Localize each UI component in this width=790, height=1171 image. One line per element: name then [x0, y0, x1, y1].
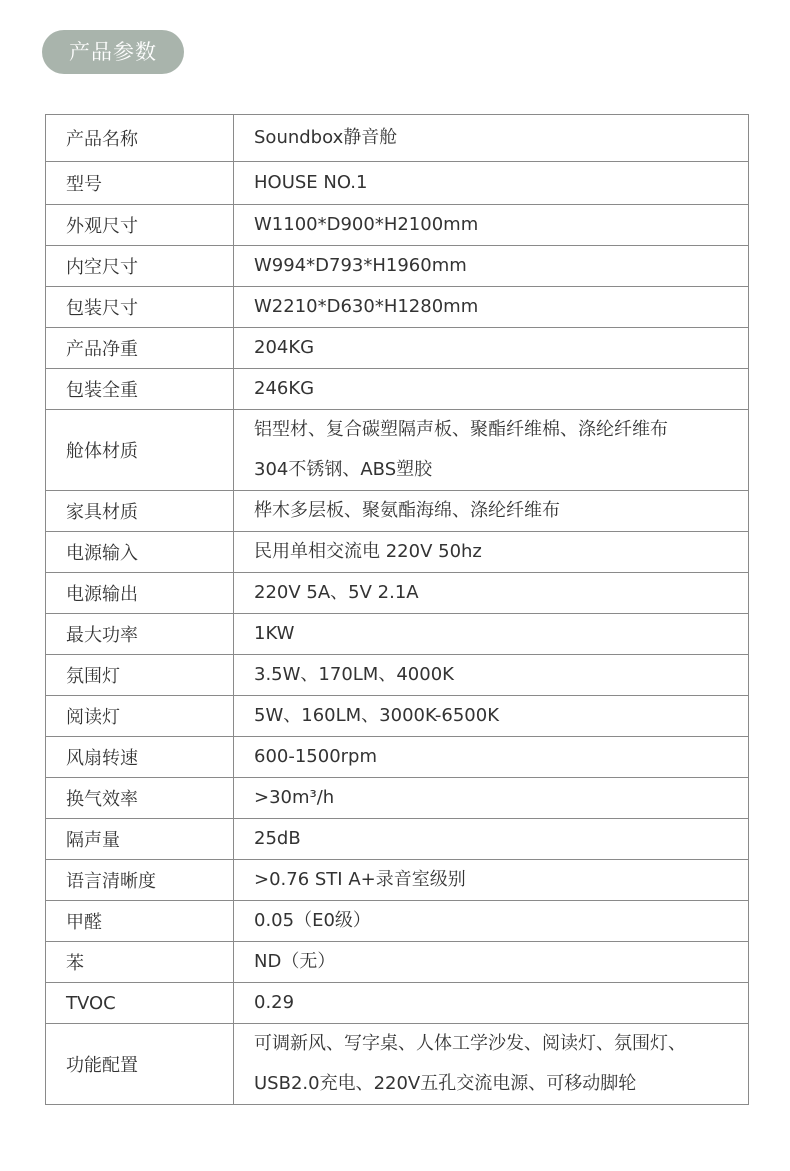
- spec-value-line: 可调新风、写字桌、人体工学沙发、阅读灯、氛围灯、: [254, 1033, 686, 1054]
- spec-value-line: 0.29: [254, 992, 295, 1013]
- spec-value: [234, 614, 749, 655]
- spec-value-line: 600-1500rpm: [254, 746, 378, 767]
- spec-label: 风扇转速: [46, 737, 234, 778]
- spec-row: [46, 532, 749, 573]
- spec-label: 氛围灯: [46, 655, 234, 696]
- spec-row: [46, 328, 749, 369]
- spec-row: [46, 246, 749, 287]
- spec-table-body: [46, 115, 749, 1105]
- spec-row: [46, 410, 749, 491]
- spec-label: 外观尺寸: [46, 205, 234, 246]
- spec-row: [46, 115, 749, 162]
- spec-label: 电源输出: [46, 573, 234, 614]
- spec-row: [46, 983, 749, 1024]
- spec-row: [46, 1024, 749, 1105]
- spec-label: 产品名称: [46, 115, 234, 162]
- spec-value-line: 220V 5A、5V 2.1A: [254, 582, 419, 603]
- spec-row: [46, 819, 749, 860]
- spec-row: [46, 860, 749, 901]
- spec-value: [234, 819, 749, 860]
- spec-value-line: 桦木多层板、聚氨酯海绵、涤纶纤维布: [254, 500, 560, 521]
- spec-value-line: 304不锈钢、ABS塑胶: [254, 459, 433, 480]
- spec-value: [234, 983, 749, 1024]
- spec-row: [46, 942, 749, 983]
- spec-value: [234, 901, 749, 942]
- spec-value-line: 1KW: [254, 623, 295, 644]
- spec-value: [234, 573, 749, 614]
- spec-value-line: 5W、160LM、3000K-6500K: [254, 705, 499, 726]
- spec-value: [234, 778, 749, 819]
- spec-row: [46, 696, 749, 737]
- spec-label: 隔声量: [46, 819, 234, 860]
- spec-value-line: W1100*D900*H2100mm: [254, 214, 479, 235]
- spec-row: [46, 205, 749, 246]
- spec-label: 苯: [46, 942, 234, 983]
- spec-value: [234, 162, 749, 205]
- spec-label: 产品净重: [46, 328, 234, 369]
- spec-label: 舱体材质: [46, 410, 234, 491]
- spec-row: [46, 778, 749, 819]
- spec-value: [234, 410, 749, 491]
- spec-value: [234, 115, 749, 162]
- spec-label: 最大功率: [46, 614, 234, 655]
- spec-row: [46, 573, 749, 614]
- spec-label: 阅读灯: [46, 696, 234, 737]
- spec-value: [234, 328, 749, 369]
- spec-value-line: 25dB: [254, 828, 301, 849]
- spec-value-line: W2210*D630*H1280mm: [254, 296, 479, 317]
- spec-label: 语言清晰度: [46, 860, 234, 901]
- spec-label: 内空尺寸: [46, 246, 234, 287]
- spec-label: TVOC: [46, 983, 234, 1024]
- spec-value-line: 246KG: [254, 378, 315, 399]
- spec-value-line: W994*D793*H1960mm: [254, 255, 467, 276]
- spec-value-line: 0.05（E0级）: [254, 910, 371, 931]
- spec-value: [234, 491, 749, 532]
- spec-row: [46, 655, 749, 696]
- spec-value-line: ND（无）: [254, 951, 336, 972]
- spec-value: [234, 655, 749, 696]
- spec-value: [234, 1024, 749, 1105]
- spec-value: [234, 287, 749, 328]
- spec-value-line: HOUSE NO.1: [254, 172, 368, 193]
- spec-value-line: 204KG: [254, 337, 315, 358]
- spec-row: [46, 614, 749, 655]
- spec-table: [45, 114, 749, 1105]
- spec-label: 换气效率: [46, 778, 234, 819]
- spec-row: [46, 162, 749, 205]
- spec-label: 家具材质: [46, 491, 234, 532]
- spec-value: [234, 942, 749, 983]
- spec-label: 功能配置: [46, 1024, 234, 1105]
- spec-value-line: >0.76 STI A+录音室级别: [254, 869, 466, 890]
- spec-row: [46, 369, 749, 410]
- spec-value: [234, 369, 749, 410]
- spec-row: [46, 737, 749, 778]
- spec-value-line: 铝型材、复合碳塑隔声板、聚酯纤维棉、涤纶纤维布: [254, 419, 668, 440]
- spec-row: [46, 901, 749, 942]
- spec-value: [234, 860, 749, 901]
- section-title-badge: 产品参数: [42, 30, 184, 74]
- spec-value-line: 3.5W、170LM、4000K: [254, 664, 454, 685]
- spec-label: 型号: [46, 162, 234, 205]
- spec-value-line: >30m³/h: [254, 787, 335, 808]
- spec-label: 电源输入: [46, 532, 234, 573]
- spec-label: 包装尺寸: [46, 287, 234, 328]
- spec-label: 甲醛: [46, 901, 234, 942]
- spec-label: 包装全重: [46, 369, 234, 410]
- spec-value-line: Soundbox静音舱: [254, 127, 398, 148]
- spec-value: [234, 696, 749, 737]
- spec-value: [234, 737, 749, 778]
- spec-value-line: USB2.0充电、220V五孔交流电源、可移动脚轮: [254, 1073, 637, 1094]
- spec-value: [234, 205, 749, 246]
- spec-value: [234, 246, 749, 287]
- spec-row: [46, 287, 749, 328]
- spec-row: [46, 491, 749, 532]
- spec-value-line: 民用单相交流电 220V 50hz: [254, 541, 482, 562]
- spec-value: [234, 532, 749, 573]
